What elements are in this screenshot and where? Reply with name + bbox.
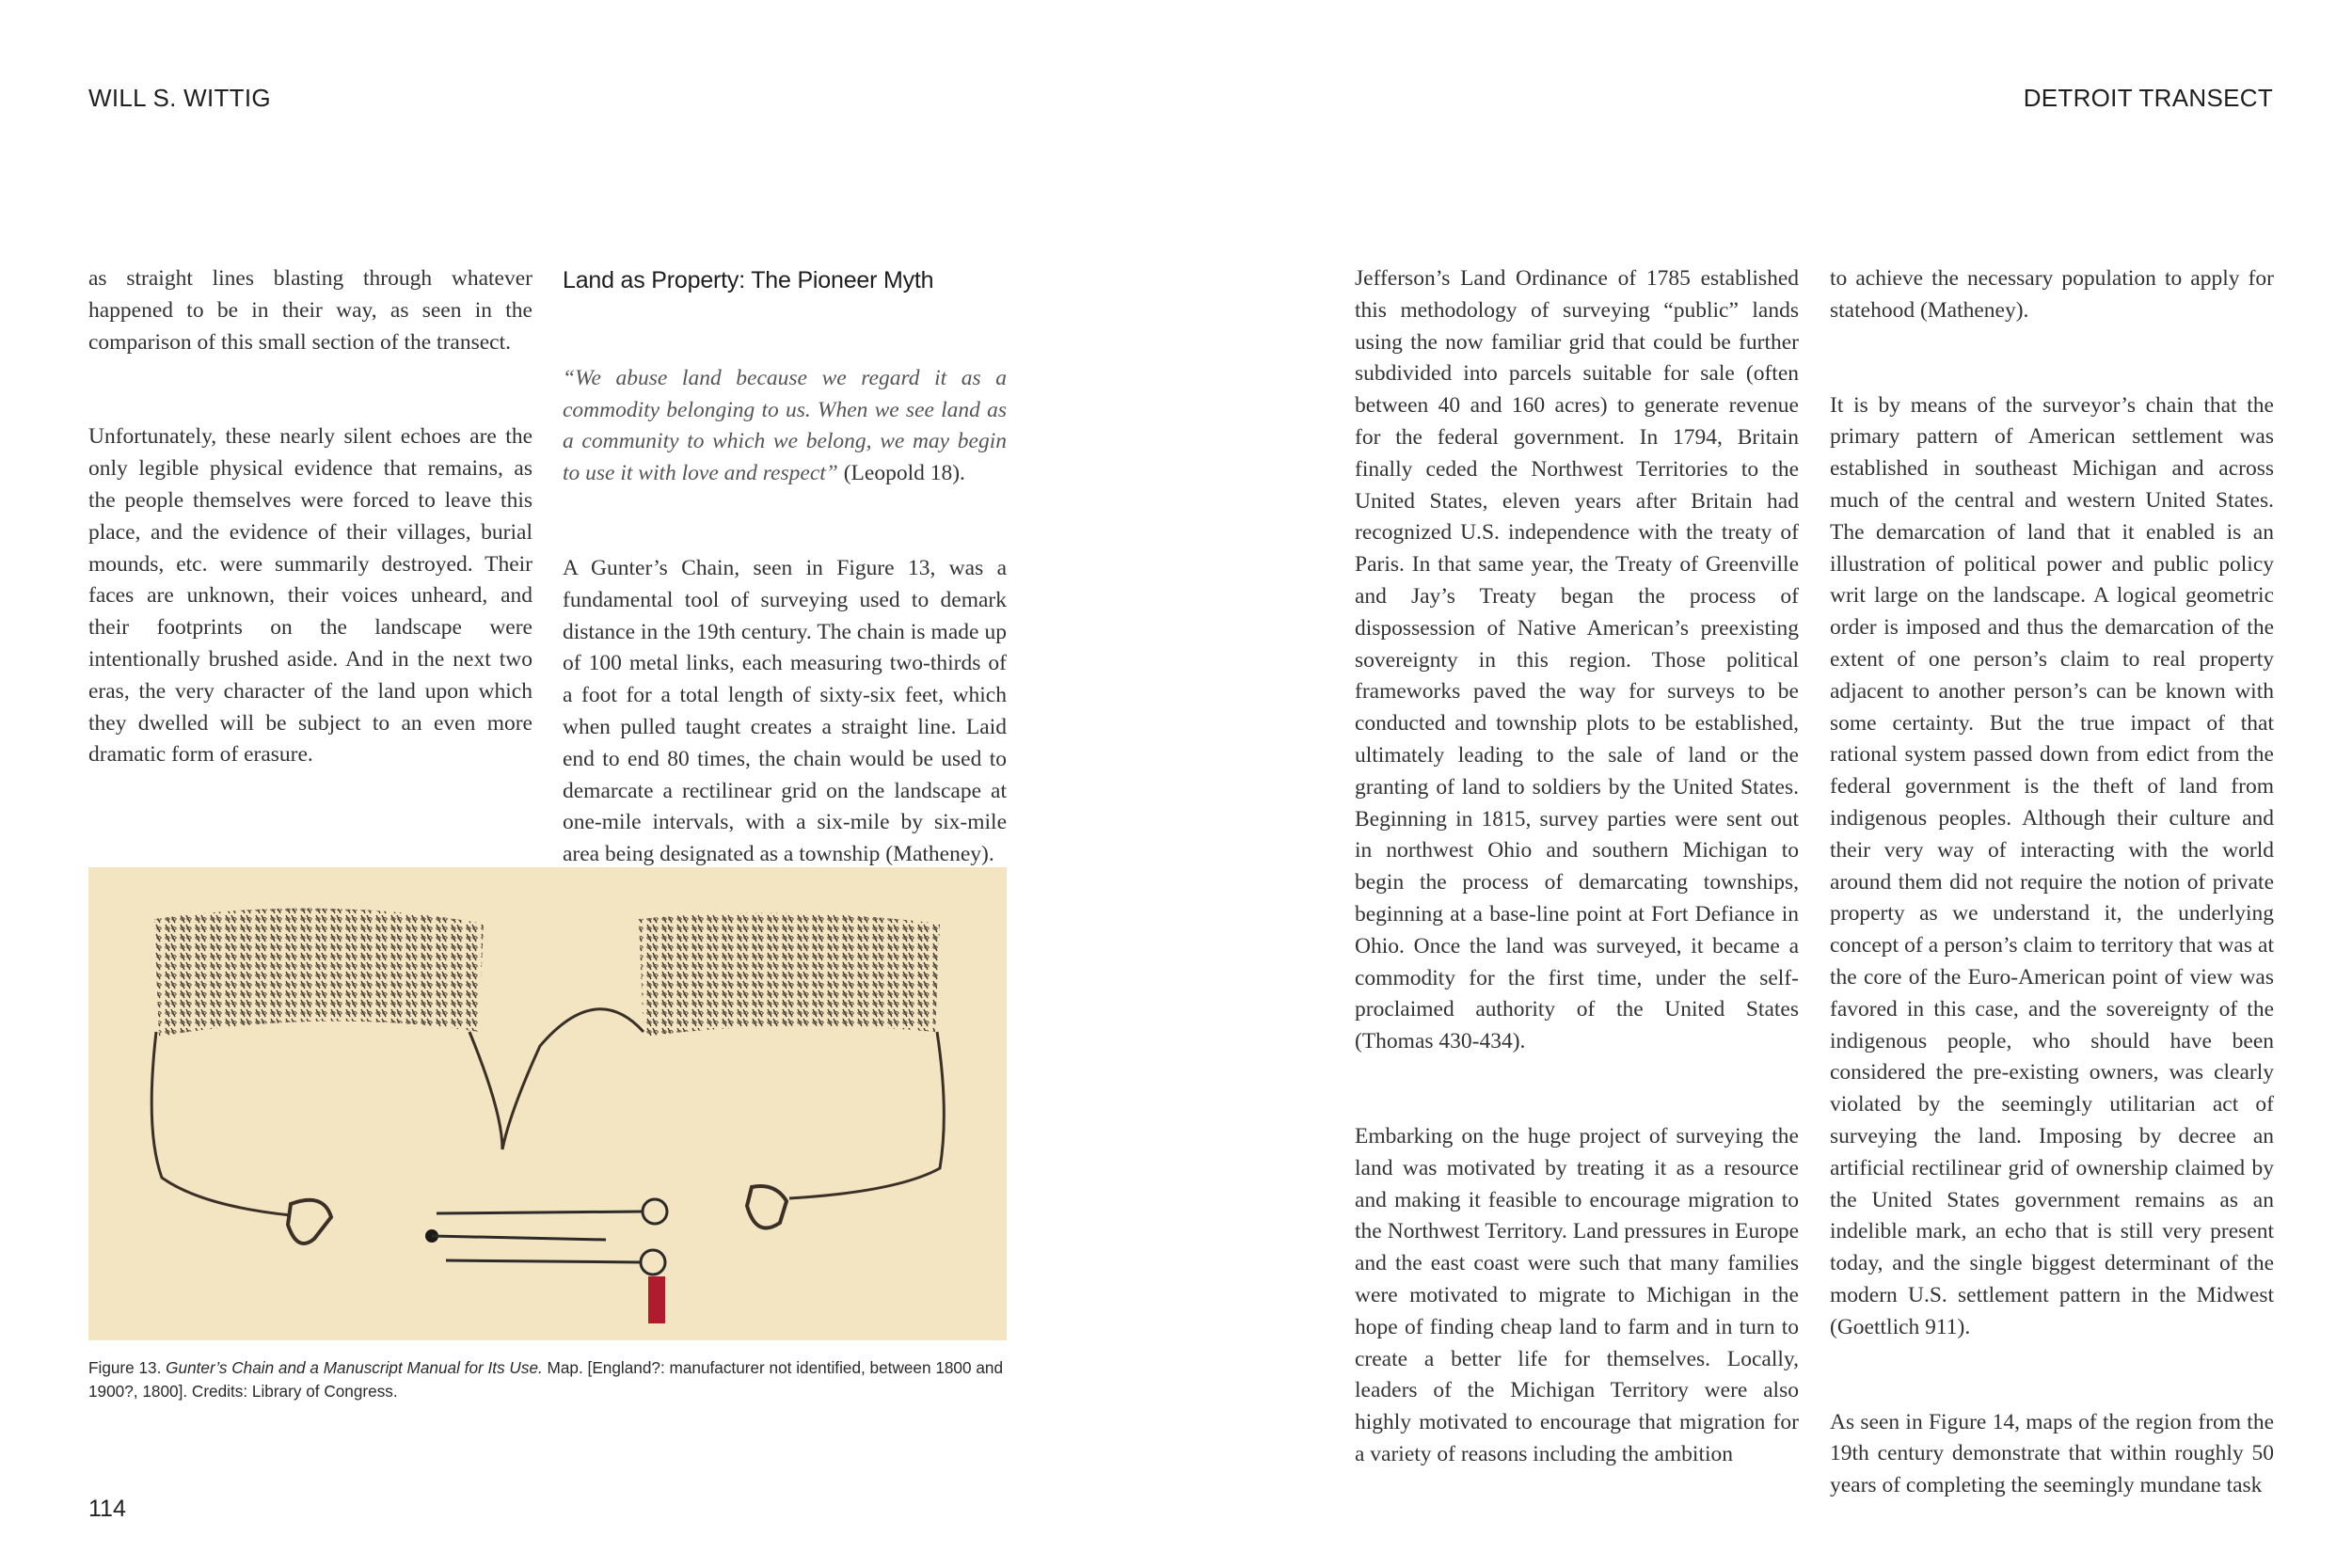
running-head-author: WILL S. WITTIG <box>88 84 271 112</box>
body-paragraph: A Gunter’s Chain, seen in Figure 13, was a fundamental tool of surveying used to demark distance in the 19th century. The chain is made up of 100 metal links, each measuring two-thirds of a foot for a total length of sixty-six feet, which when pulled taught creates a straight line. Laid end to end 80 times, the chain would be used to demarcate a rectilinear grid on the landscape at one-mile intervals, with a six-mile by six-mile area being designated as a township (Matheney). <box>563 555 1007 867</box>
left-page-column-1 <box>88 263 532 834</box>
figure-caption <box>88 1356 1010 1403</box>
body-paragraph: It is by means of the surveyor’s chain that the primary pattern of American settlement was established in southeast Michigan and across much of the central and western United States. The demarcation of land that it enabled is an illustration of political power and public policy writ large on the landscape. A logical geometric order is imposed and thus the demarcation of the extent of one person’s claim to real property adjacent to another person’s can be known with some certainty. But the true impact of that rational system passed down from edict from the federal government is the theft of land from indigenous peoples. Although their culture and their very way of interacting with the world around them did not require the notion of private property as we understand it, the underlying concept of a person’s claim to territory that was at the core of the Euro-American point of view was favored in this case, and the sovereignty of the indigenous people, who should have been considered the pre-existing owners, was clearly violated by the seemingly utilitarian act of surveying the land. Imposing by decree an artificial rectilinear grid of ownership claimed by the United States government remains as an indelible mark, an echo that is still very present today, and the single biggest determinant of the modern U.S. settlement pattern in the Midwest (Goettlich 911). <box>1830 392 2274 1339</box>
figure-13-gunters-chain-photo <box>88 867 1007 1340</box>
epigraph-quote <box>563 363 1007 490</box>
quote-text: “We abuse land because we regard it as a commodity belonging to us. When we see land as a community to which we belong, we may begin to use it with love and respect” <box>563 365 1007 486</box>
body-paragraph: Unfortunately, these nearly silent echoes are the only legible physical evidence that remains, as the people themselves were forced to leave this place, and the evidence of their villages, burial mounds, etc. were summarily destroyed. Their faces are unknown, their voices unheard, and their footprints on the landscape were intentionally brushed aside. And in the next two eras, the very character of the land upon which they dwelled will be subject to an even more dramatic form of erasure. <box>88 424 532 768</box>
body-paragraph: as straight lines blasting through whatever happened to be in their way, as seen in the comparison of this small section of the transect. <box>88 266 532 355</box>
body-paragraph: Jefferson’s Land Ordinance of 1785 established this methodology of surveying “public” lands using the now familiar grid that could be further subdivided into parcels suitable for sale (often between 40 and 160 acres) to generate revenue for the federal government. In 1794, Britain finally ceded the Northwest Territories to the United States, eleven years after Britain had recognized U.S. independence with the treaty of Paris. In that same year, the Treaty of Greenville and Jay’s Treaty began the process of dispossession of Native American’s preexisting sovereignty in this region. Those political frameworks paved the way for surveys to be conducted and township plots to be established, ultimately leading to the sale of land or the granting of land to soldiers by the United States. Beginning in 1815, survey parties were sent out in northwest Ohio and southern Michigan to begin the process of demarcating townships, beginning at a base-line point at Fort Defiance in Ohio. Once the land was surveyed, it became a commodity for the first time, under the self-proclaimed authority of the United States (Thomas 430-434). <box>1355 266 1799 1054</box>
body-paragraph: to achieve the necessary population to apply for statehood (Matheney). <box>1830 266 2274 323</box>
section-heading: Land as Property: The Pioneer Myth <box>563 267 934 293</box>
caption-prefix: Figure 13. <box>88 1358 167 1377</box>
left-page-column-2 <box>563 263 1007 934</box>
page-number: 114 <box>88 1496 126 1522</box>
running-head-title: DETROIT TRANSECT <box>2023 84 2273 112</box>
caption-details: Map. [England?: manufacturer not identified, between 1800 and 1900?, 1800]. Credits: Library of Congress. <box>88 1358 1004 1401</box>
right-page-column-2 <box>1830 263 2274 1565</box>
right-page-column-1 <box>1355 263 1799 1534</box>
body-paragraph: Embarking on the huge project of surveying the land was motivated by treating it as a resource and making it feasible to encourage migration to the Northwest Territory. Land pressures in Europe and the east coast were such that many families were motivated to migrate to Michigan in the hope of finding cheap land to farm and in turn to create a better life for themselves. Locally, leaders of the Michigan Territory were also highly motivated to encourage that migration for a variety of reasons including the ambition <box>1355 1123 1799 1466</box>
gunters-chain-illustration <box>88 867 1007 1340</box>
caption-title: Gunter’s Chain and a Manuscript Manual for Its Use. <box>166 1358 543 1377</box>
quote-citation: (Leopold 18). <box>837 461 965 486</box>
body-paragraph: As seen in Figure 14, maps of the region from the 19th century demonstrate that within roughly 50 years of completing the seemingly mundane task <box>1830 1409 2274 1498</box>
